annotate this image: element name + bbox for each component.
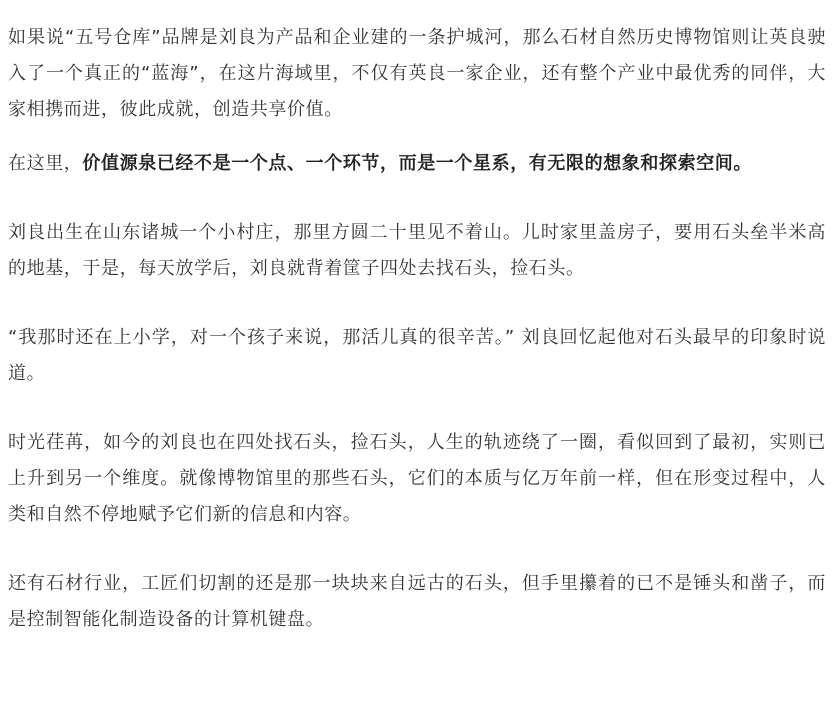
paragraph-brand-moat: 如果说“五号仓库”品牌是刘良为产品和企业建的一条护城河，那么石材自然历史博物馆则让英良驶入了一个真正的“蓝海”，在这片海域里，不仅有英良一家企业，还有整个产业中最优秀的同伴，大家相携而进，彼此成就，创造共享价值。 xyxy=(8,27,826,120)
paragraph-quote: “我那时还在上小学，对一个孩子来说，那活儿真的很辛苦。” 刘良回忆起他对石头最早的印象时说道。 xyxy=(8,327,826,384)
paragraph-industry: 还有石材行业，工匠们切割的还是那一块块来自远古的石头，但手里攥着的已不是锤头和凿子，而是控制智能化制造设备的计算机键盘。 xyxy=(8,573,826,630)
paragraph-prefix: 在这里， xyxy=(8,153,83,174)
paragraph-childhood: 刘良出生在山东诸城一个小村庄，那里方圆二十里见不着山。儿时家里盖房子，要用石头垒半米高的地基，于是，每天放学后，刘良就背着筐子四处去找石头，捡石头。 xyxy=(8,222,826,279)
bold-highlight: 价值源泉已经不是一个点、一个环节，而是一个星系，有无限的想象和探索空间。 xyxy=(82,153,753,174)
paragraph-value-galaxy xyxy=(8,146,826,182)
paragraph-time-passes: 时光荏苒，如今的刘良也在四处找石头，捡石头，人生的轨迹绕了一圈，看似回到了最初，实则已上升到另一个维度。就像博物馆里的那些石头，它们的本质与亿万年前一样，但在形变过程中，人类和自然不停地赋予它们新的信息和内容。 xyxy=(8,432,826,525)
